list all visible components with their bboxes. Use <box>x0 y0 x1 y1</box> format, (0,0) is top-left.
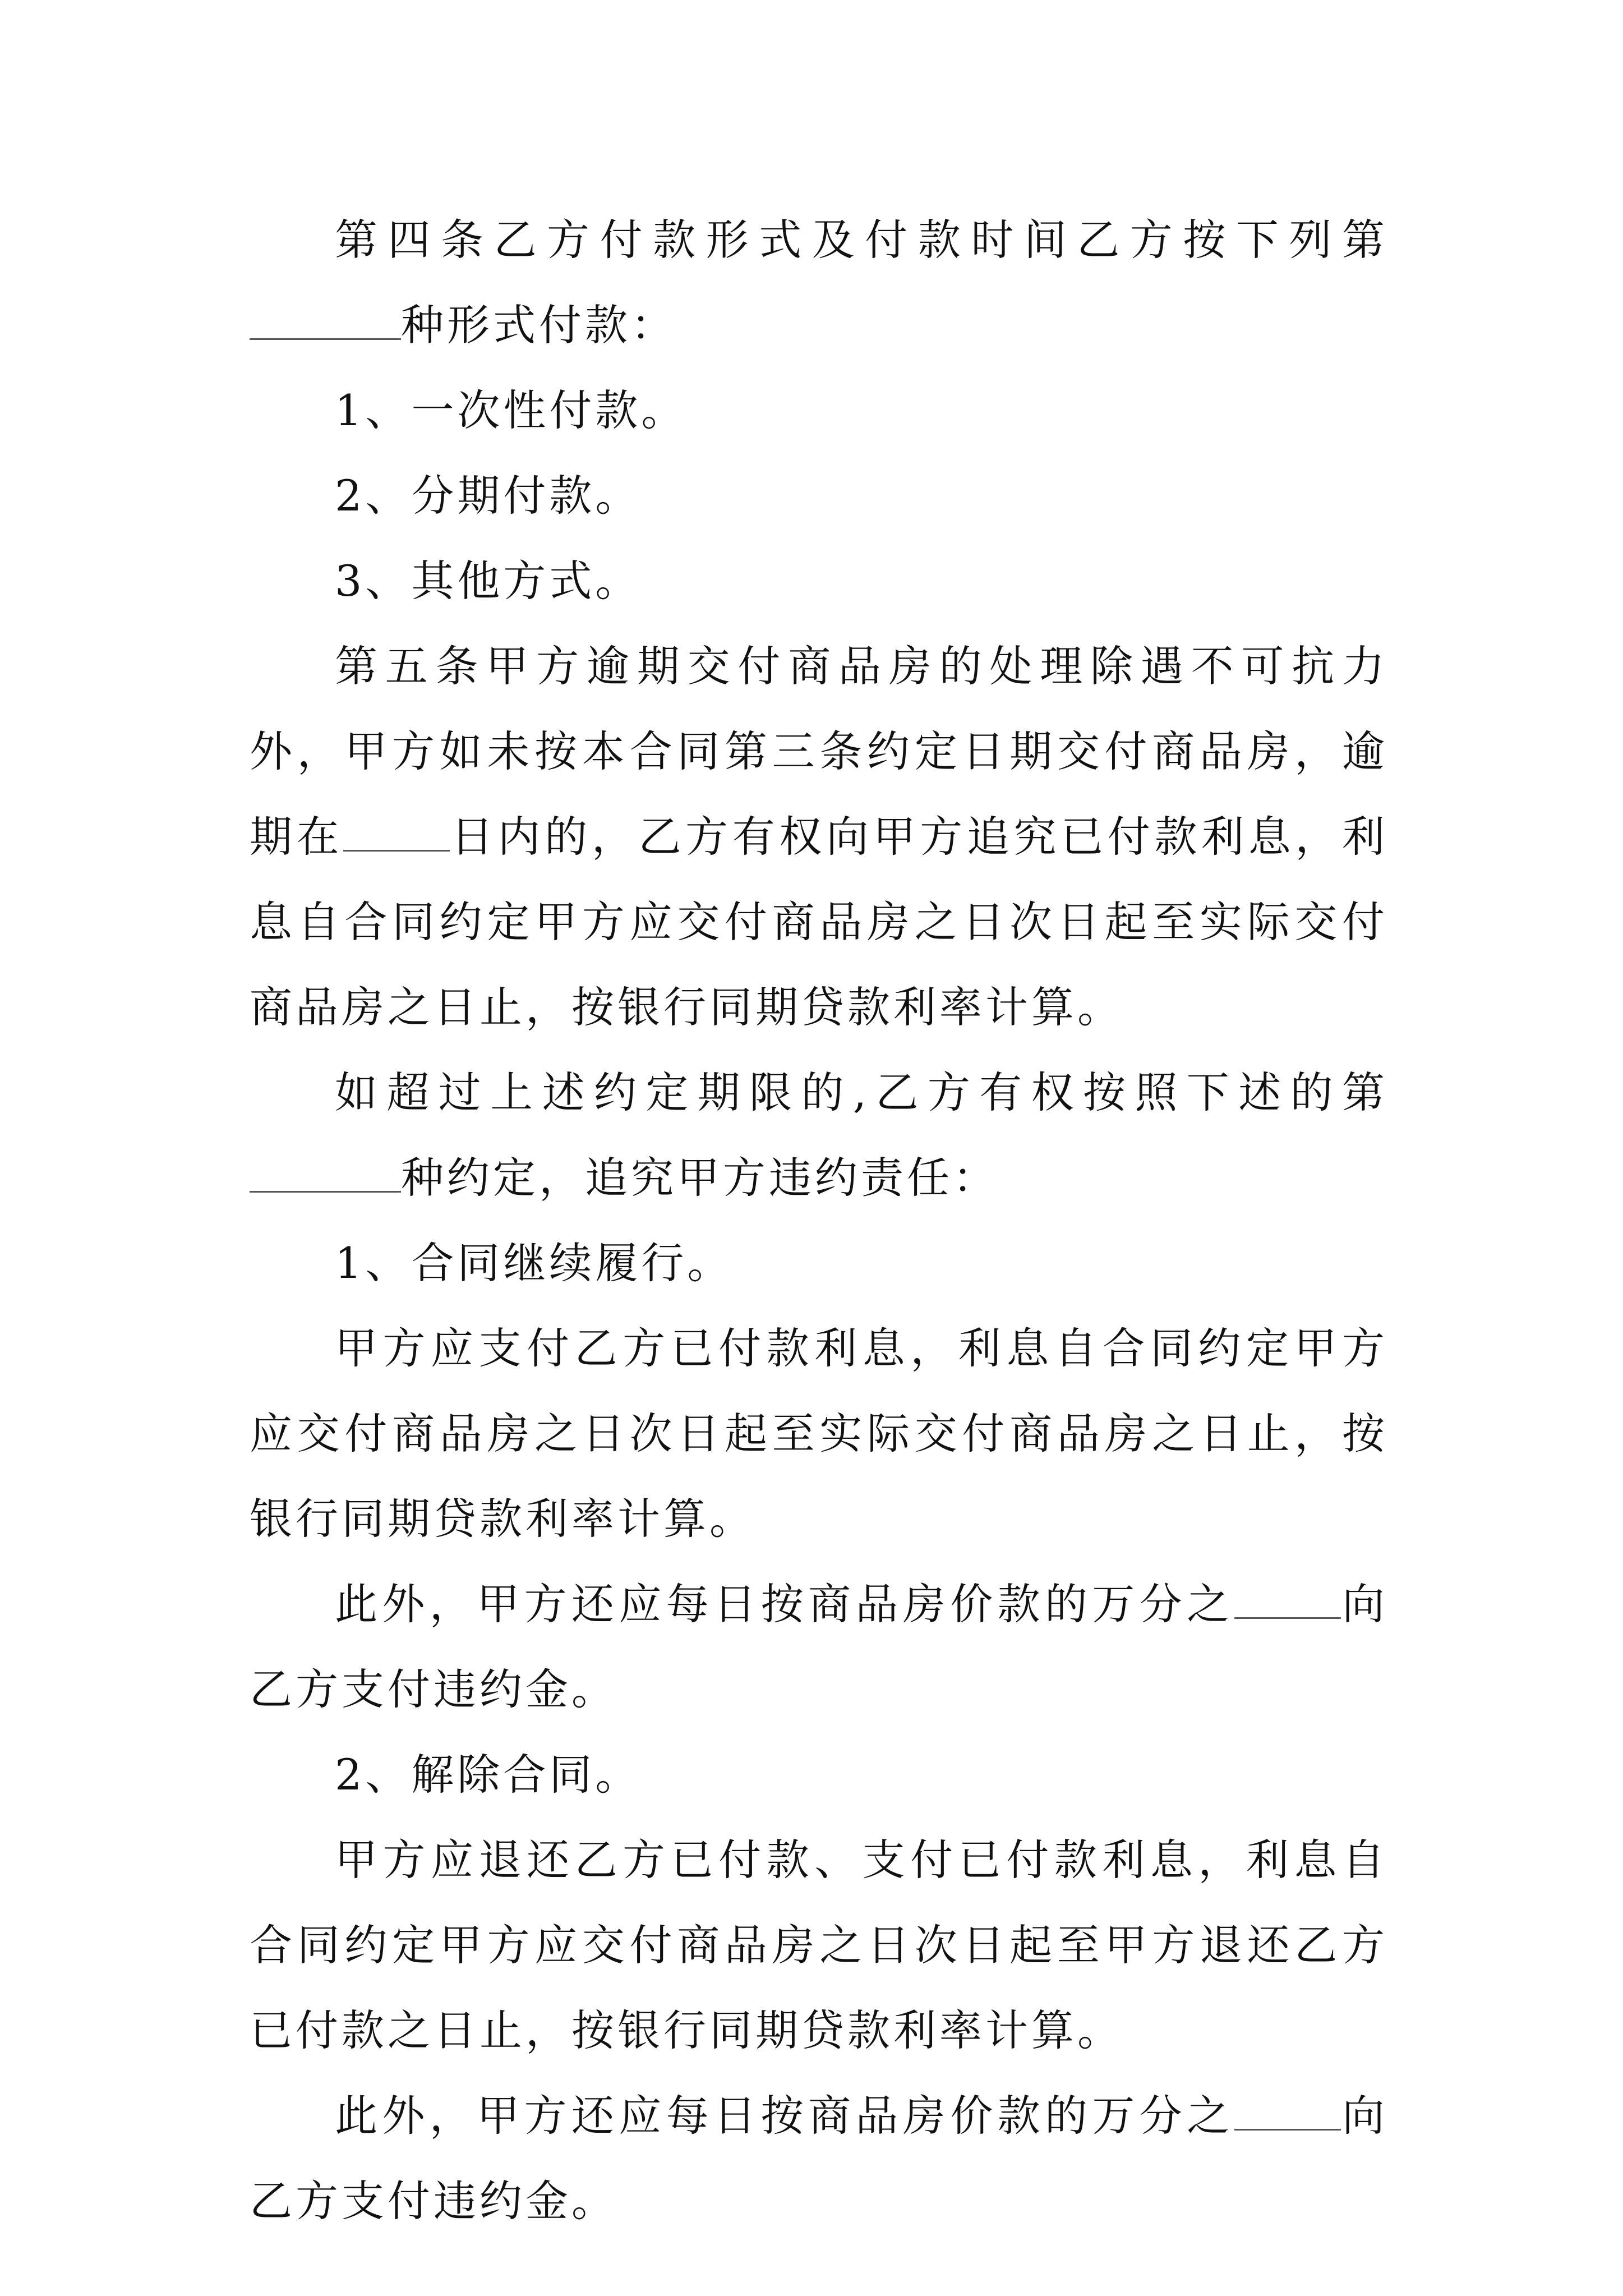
paragraph-text: 2、解除合同。 <box>335 1750 642 1800</box>
liability-option-1 <box>250 1221 1388 1306</box>
paragraph-text: 此外，甲方还应每日按商品房价款的万分之 <box>335 1579 1234 1629</box>
liability-option-2 <box>250 1732 1388 1818</box>
paragraph-text: 1、合同继续履行。 <box>335 1238 734 1288</box>
paragraph-text: 甲方应支付乙方已付款利息，利息自合同约定甲方应交付商品房之日次日起至实际交付商品房之日止，按银行同期贷款利率计算。 <box>250 1323 1388 1544</box>
paragraph-text: 此外，甲方还应每日按商品房价款的万分之 <box>335 2091 1234 2141</box>
payment-option-3 <box>250 539 1388 624</box>
document-body <box>250 197 1388 2244</box>
paragraph-text: 如超过上述约定期限的,乙方有权按照下述的第 <box>335 1068 1388 1117</box>
fill-blank <box>250 301 401 340</box>
article-5-late-delivery <box>250 624 1388 1050</box>
fill-blank <box>250 1154 401 1193</box>
fill-blank <box>1234 1580 1341 1619</box>
refund-clause-terminate <box>250 1818 1388 2073</box>
paragraph-text: 种形式付款： <box>401 300 677 350</box>
interest-clause-continue <box>250 1306 1388 1562</box>
payment-option-1 <box>250 368 1388 453</box>
paragraph-text: 1、一次性付款。 <box>335 385 688 435</box>
article-4-payment-method <box>250 197 1388 368</box>
paragraph-text: 日内的，乙方有权向甲方追究已付款利息，利息自合同约定甲方应交付商品房之日次日起至实际交付商品房之日止，按银行同期贷款利率计算。 <box>250 812 1389 1032</box>
payment-option-2 <box>250 453 1388 539</box>
fill-blank <box>343 813 450 852</box>
paragraph-text: 向乙方支付违约金。 <box>250 1579 1389 1714</box>
fill-blank <box>1234 2092 1341 2131</box>
paragraph-text: 3、其他方式。 <box>335 556 642 606</box>
paragraph-text: 向乙方支付违约金。 <box>250 2091 1389 2226</box>
penalty-clause-continue <box>250 1562 1388 1732</box>
paragraph-text: 2、分期付款。 <box>335 471 642 521</box>
paragraph-text: 第四条乙方付款形式及付款时间乙方按下列第 <box>335 215 1388 265</box>
paragraph-text: 第五条甲方逾期交付商品房的处理除遇不可抗力外，甲方如未按本合同第三条约定日期交付商品房，逾期在 <box>250 641 1388 862</box>
paragraph-text: 种约定，追究甲方违约责任： <box>401 1153 999 1203</box>
paragraph-text: 甲方应退还乙方已付款、支付已付款利息，利息自合同约定甲方应交付商品房之日次日起至甲方退还乙方已付款之日止，按银行同期贷款利率计算。 <box>250 1835 1388 2055</box>
penalty-clause-terminate <box>250 2073 1388 2244</box>
overdue-liability-clause <box>250 1050 1388 1221</box>
